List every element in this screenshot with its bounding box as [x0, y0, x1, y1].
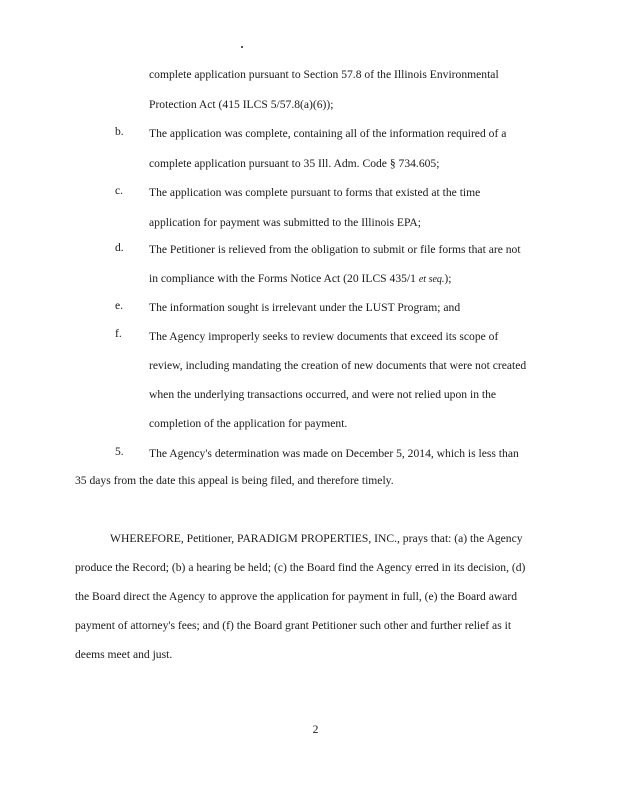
- paragraph-5-line-2: 35 days from the date this appeal is being filed, and therefore timely.: [75, 474, 394, 487]
- item-f-line-2: review, including mandating the creation of new documents that were not created: [149, 359, 527, 372]
- continuation-line-1: complete application pursuant to Section 57.8 of the Illinois Environmental: [149, 68, 499, 81]
- wherefore-line-5: deems meet and just.: [75, 648, 173, 661]
- paragraph-5-label: 5.: [115, 445, 124, 458]
- page-number: 2: [312, 723, 319, 736]
- scan-mark: [241, 46, 243, 48]
- item-d-line-1: The Petitioner is relieved from the obligation to submit or file forms that are not: [149, 243, 521, 256]
- et-seq-italic: et seq.: [418, 274, 445, 285]
- item-f-line-3: when the underlying transactions occurred, and were not relied upon in the: [149, 388, 497, 401]
- item-e-line-1: The information sought is irrelevant under the LUST Program; and: [149, 301, 461, 314]
- paragraph-5-line-1: The Agency's determination was made on December 5, 2014, which is less than: [149, 447, 519, 460]
- wherefore-line-2: produce the Record; (b) a hearing be held; (c) the Board find the Agency erred in its decision, (d): [75, 561, 526, 574]
- item-f-line-4: completion of the application for payment.: [149, 417, 348, 430]
- item-d-label: d.: [115, 241, 124, 254]
- item-b-line-1: The application was complete, containing all of the information required of a: [149, 127, 507, 140]
- item-d-line-2: [149, 272, 452, 287]
- item-d-line-2-tail: );: [444, 272, 452, 285]
- wherefore-line-3: the Board direct the Agency to approve the application for payment in full, (e) the Board award: [75, 590, 518, 603]
- item-b-line-2: complete application pursuant to 35 Ill. Adm. Code § 734.605;: [149, 157, 440, 170]
- item-c-line-1: The application was complete pursuant to forms that existed at the time: [149, 186, 481, 199]
- continuation-line-2: Protection Act (415 ILCS 5/57.8(a)(6));: [149, 98, 334, 111]
- item-d-line-2-text: in compliance with the Forms Notice Act (20 ILCS 435/1: [149, 272, 416, 285]
- item-e-label: e.: [115, 299, 124, 312]
- item-b-label: b.: [115, 125, 124, 138]
- wherefore-line-4: payment of attorney's fees; and (f) the Board grant Petitioner such other and further relief as it: [75, 619, 512, 632]
- item-f-line-1: The Agency improperly seeks to review documents that exceed its scope of: [149, 330, 499, 343]
- wherefore-line-1: WHEREFORE, Petitioner, PARADIGM PROPERTIES, INC., prays that: (a) the Agency: [110, 532, 523, 545]
- item-f-label: f.: [115, 327, 122, 340]
- item-c-line-2: application for payment was submitted to the Illinois EPA;: [149, 216, 421, 229]
- item-c-label: c.: [115, 184, 124, 197]
